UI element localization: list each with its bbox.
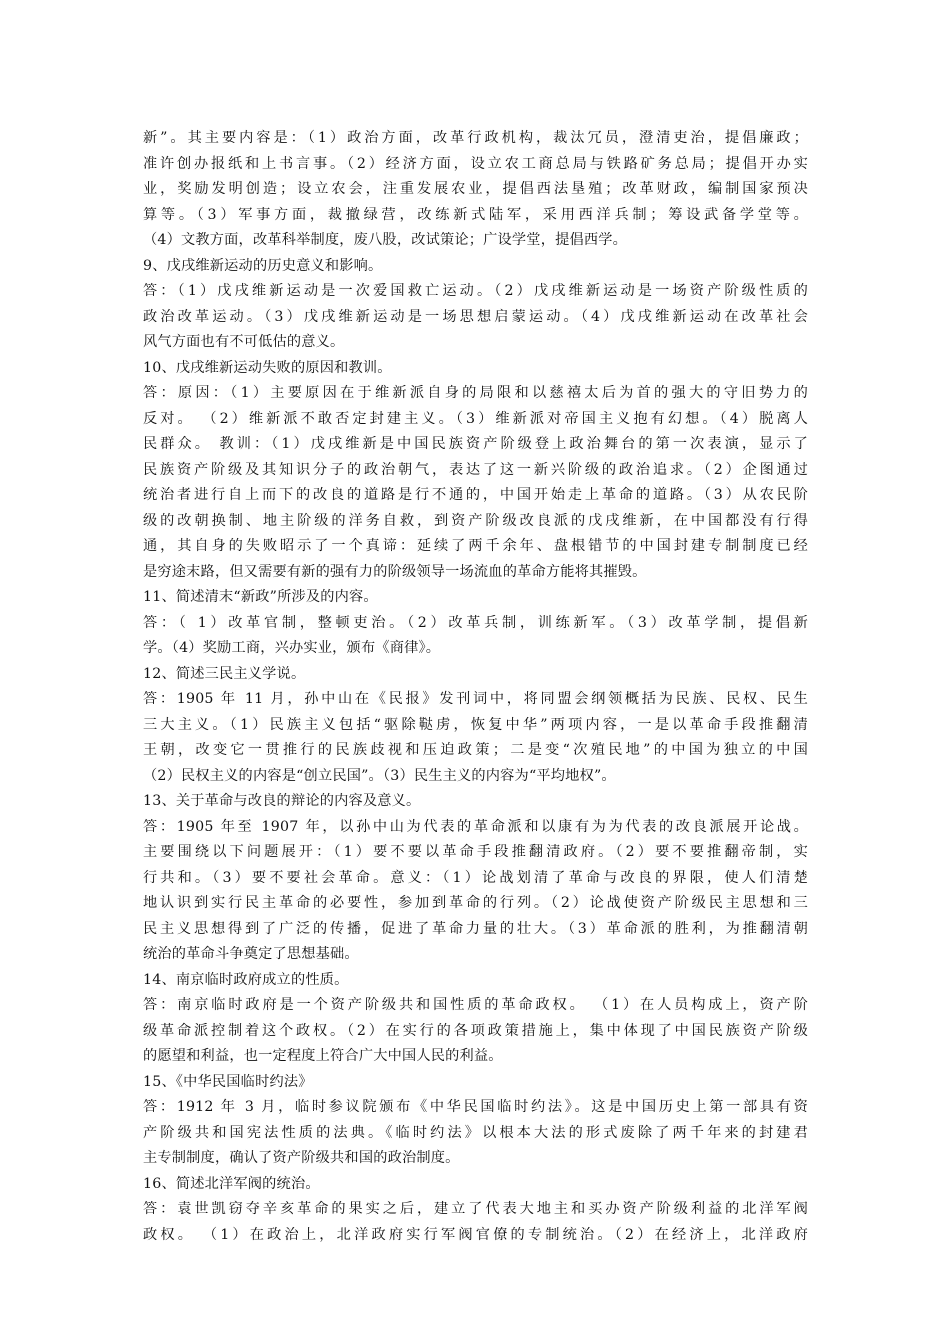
text-line: 民主义思想得到了广泛的传播，促进了革命力量的壮大。（3）革命派的胜利，为推翻清朝 — [143, 920, 808, 937]
text-line: 政权。 （1）在政治上，北洋政府实行军阀官僚的专制统治。（2）在经济上，北洋政府 — [143, 1226, 808, 1243]
question-heading: 14、南京临时政府成立的性质。 — [143, 971, 349, 988]
text-line: 的愿望和利益，也一定程度上符合广大中国人民的利益。 — [143, 1048, 503, 1064]
text-line: 答：1905 年至 1907 年，以孙中山为代表的革命派和以康有为为代表的改良派展开论战。 — [143, 818, 808, 835]
text-line: 级革命派控制着这个政权。（2）在实行的各项政策措施上，集中体现了中国民族资产阶级 — [143, 1022, 808, 1039]
question-heading: 15、《中华民国临时约法》 — [143, 1073, 313, 1090]
text-line: 答：袁世凯窃夺辛亥革命的果实之后，建立了代表大地主和买办资产阶级利益的北洋军阀 — [143, 1201, 808, 1217]
text-line: （2）民权主义的内容是“创立民国”。（3）民生主义的内容为“平均地权”。 — [143, 767, 616, 784]
question-heading: 12、简述三民主义学说。 — [143, 665, 306, 682]
question-heading: 9、戊戌维新运动的历史意义和影响。 — [143, 257, 383, 274]
text-line: 统治者进行自上而下的改良的道路是行不通的，中国开始走上革命的道路。（3）从农民阶 — [143, 487, 808, 503]
text-line: 通，其自身的失败昭示了一个真谛：延续了两千余年、盘根错节的中国封建专制制度已经 — [143, 538, 808, 554]
text-line: 业，奖励发明创造；设立农会，注重发展农业，提倡西法垦殖；改革财政，编制国家预决 — [143, 181, 808, 197]
text-line: 王朝，改变它一贯推行的民族歧视和压迫政策；二是变“次殖民地”的中国为独立的中国 — [143, 742, 808, 758]
text-line: 产阶级共和国宪法性质的法典。《临时约法》以根本大法的形式废除了两千年来的封建君 — [143, 1124, 808, 1141]
question-heading: 10、戊戌维新运动失败的原因和教训。 — [143, 359, 392, 376]
text-line: 准许创办报纸和上书言事。（2）经济方面，设立农工商总局与铁路矿务总局；提倡开办实 — [143, 155, 808, 172]
question-heading: 11、简述清末“新政”所涉及的内容。 — [143, 589, 378, 605]
text-line: 地认识到实行民主革命的必要性，参加到革命的行列。（2）论战使资产阶级民主思想和三 — [143, 895, 808, 911]
text-line: 答：（ 1）改革官制，整顿吏治。（2）改革兵制，训练新军。（3）改革学制，提倡新 — [143, 614, 808, 631]
text-line: 政治改革运动。（3）戊戌维新运动是一场思想启蒙运动。（4）戊戌维新运动在改革社会 — [143, 308, 808, 325]
text-line: 答：（1）戊戌维新运动是一次爱国救亡运动。（2）戊戌维新运动是一场资产阶级性质的 — [143, 283, 808, 299]
text-line: 主要围绕以下问题展开：（1）要不要以革命手段推翻清政府。（2）要不要推翻帝制，实 — [143, 844, 808, 860]
text-line: 统治的革命斗争奠定了思想基础。 — [143, 946, 359, 962]
text-line: 级的改朝换制、地主阶级的洋务自救，到资产阶级改良派的戊戌维新，在中国都没有行得 — [143, 512, 808, 529]
question-heading: 13、关于革命与改良的辩论的内容及意义。 — [143, 793, 421, 809]
text-line: 算等。（3）军事方面，裁撤绿营，改练新式陆军，采用西洋兵制；筹设武备学堂等。 — [143, 206, 808, 223]
document-page — [143, 126, 808, 1248]
text-line: 反对。 （2）维新派不敢否定封建主义。（3）维新派对帝国主义抱有幻想。（4）脱离人 — [143, 410, 808, 427]
text-line: 行共和。（3）要不要社会革命。意义：（1）论战划清了革命与改良的界限，使人们清楚 — [143, 869, 808, 886]
question-heading: 16、简述北洋军阀的统治。 — [143, 1175, 320, 1192]
text-line: 民族资产阶级及其知识分子的政治朝气，表达了这一新兴阶级的政治追求。（2）企图通过 — [143, 461, 808, 478]
text-line: 主专制制度，确认了资产阶级共和国的政治制度。 — [143, 1150, 460, 1166]
text-line: 新”。其主要内容是：（1）政治方面，改革行政机构，裁汰冗员，澄清吏治，提倡廉政； — [143, 130, 808, 146]
text-line: 民群众。 教训：（1）戊戌维新是中国民族资产阶级登上政治舞台的第一次表演，显示了 — [143, 436, 808, 452]
text-line: 学。（4）奖励工商，兴办实业，颁布《商律》。 — [143, 640, 441, 656]
text-line: 答：1905 年 11 月，孙中山在《民报》发刊词中，将同盟会纲领概括为民族、民权、民生 — [143, 691, 808, 707]
text-line: 答：南京临时政府是一个资产阶级共和国性质的革命政权。 （1）在人员构成上，资产阶 — [143, 997, 808, 1013]
text-line: 答：1912 年 3 月，临时参议院颁布《中华民国临时约法》。这是中国历史上第一部具有资 — [143, 1099, 808, 1115]
text-line: 风气方面也有不可低估的意义。 — [143, 334, 345, 350]
text-line: 是穷途末路，但又需要有新的强有力的阶级领导一场流血的革命方能将其摧毁。 — [143, 563, 647, 580]
text-line: 三大主义。（1）民族主义包括“驱除鞑虏，恢复中华”两项内容，一是以革命手段推翻清 — [143, 716, 808, 733]
text-line: 答：原因：（1）主要原因在于维新派自身的局限和以慈禧太后为首的强大的守旧势力的 — [143, 385, 808, 401]
text-line: （4）文教方面，改革科举制度，废八股，改试策论；广设学堂，提倡西学。 — [143, 232, 628, 248]
